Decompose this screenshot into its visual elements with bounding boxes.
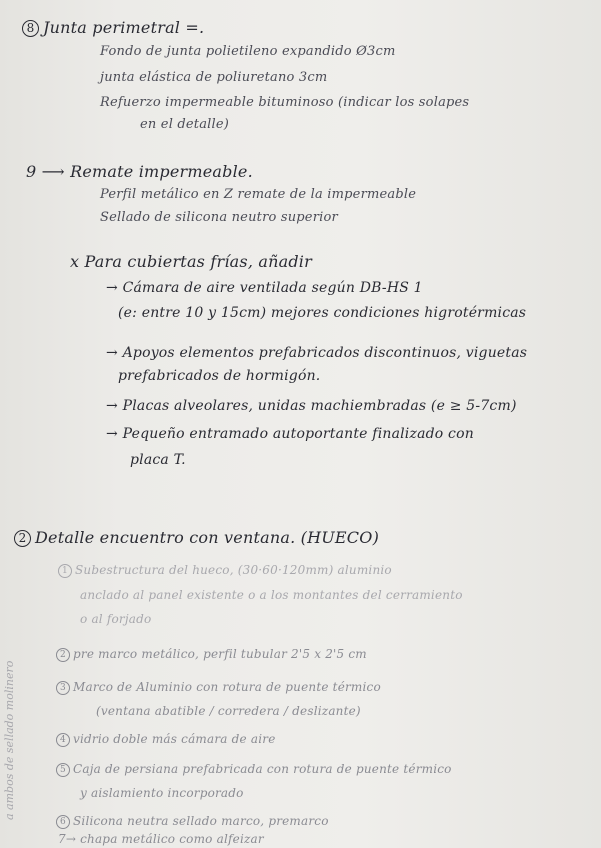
- section-2-item-3-cont: (ventana abatible / corredera / deslizante): [96, 704, 361, 718]
- arrow-icon: →: [106, 398, 123, 414]
- margin-note: a ambos de sellado molinero: [3, 660, 16, 820]
- section-8-title: Junta perimetral =.: [43, 18, 205, 37]
- section-8-number: 8: [22, 20, 39, 37]
- section-8-heading: [22, 18, 204, 37]
- section-2-item-1: 1 Subestructura del hueco, (30·60·120mm) aluminio: [58, 563, 392, 578]
- section-9-number: 9: [26, 162, 37, 181]
- section-2-number: 2: [14, 530, 31, 547]
- cold-roofs-item-1: → Cámara de aire ventilada según DB-HS 1: [106, 280, 423, 296]
- section-9-line-2: Sellado de silicona neutro superior: [100, 210, 338, 225]
- section-8-line-4: en el detalle): [140, 117, 230, 132]
- arrow-icon: →: [106, 345, 123, 361]
- section-9-line-1: Perfil metálico en Z remate de la impermeable: [100, 187, 417, 202]
- cold-roofs-item-6: → Pequeño entramado autoportante finalizado con: [106, 426, 474, 442]
- section-2-title: Detalle encuentro con ventana. (HUECO): [35, 528, 380, 547]
- section-9-heading: [26, 162, 253, 181]
- section-8-line-1: Fondo de junta polietileno expandido Ø3cm: [100, 44, 396, 59]
- section-2-item-2: 2 pre marco metálico, perfil tubular 2'5 x 2'5 cm: [56, 647, 367, 662]
- arrow-icon: →: [106, 280, 123, 296]
- section-8-line-3: Refuerzo impermeable bituminoso (indicar los solapes: [100, 95, 470, 110]
- arrow-icon: →: [106, 426, 123, 442]
- section-2-item-1-cont2: o al forjado: [80, 612, 152, 626]
- cold-roofs-item-5: → Placas alveolares, unidas machiembradas (e ≥ 5-7cm): [106, 398, 517, 414]
- cold-roofs-item-2: (e: entre 10 y 15cm) mejores condiciones higrotérmicas: [118, 305, 527, 321]
- section-2-item-4: 4 vidrio doble más cámara de aire: [56, 732, 276, 747]
- section-2-item-6: 6 Silicona neutra sellado marco, premarco: [56, 814, 329, 829]
- cold-roofs-item-7: placa T.: [130, 452, 186, 468]
- section-2-item-3: 3 Marco de Aluminio con rotura de puente térmico: [56, 680, 381, 695]
- section-2-heading: [14, 528, 379, 547]
- section-2-item-1-cont: anclado al panel existente o a los montantes del cerramiento: [80, 588, 463, 602]
- cold-roofs-item-4: prefabricados de hormigón.: [118, 368, 321, 384]
- section-9-title: Remate impermeable.: [70, 162, 253, 181]
- section-2-item-5-cont: y aislamiento incorporado: [80, 786, 244, 800]
- section-2-item-7: 7→ chapa metálico como alfeizar: [58, 832, 264, 846]
- arrow-icon: ⟶: [36, 162, 71, 181]
- cold-roofs-item-3: → Apoyos elementos prefabricados discontinuos, viguetas: [106, 345, 528, 361]
- cold-roofs-title: x Para cubiertas frías, añadir: [70, 252, 312, 271]
- section-2-item-5: 5 Caja de persiana prefabricada con rotura de puente térmico: [56, 762, 452, 777]
- section-8-line-2: junta elástica de poliuretano 3cm: [100, 70, 328, 85]
